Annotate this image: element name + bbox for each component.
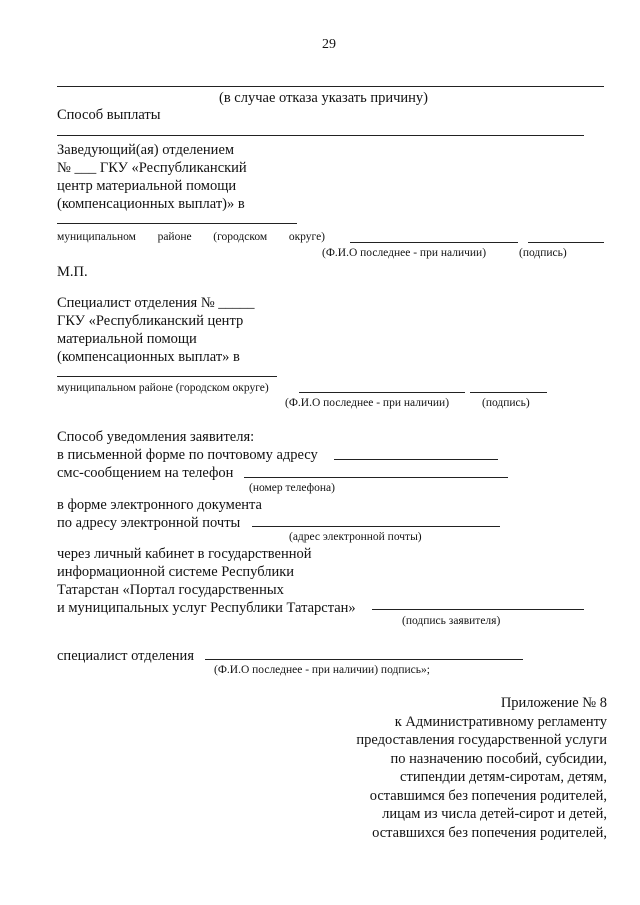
head-fio-caption: (Ф.И.О последнее - при наличии) xyxy=(322,247,487,259)
appendix-line-6: оставшимся без попечения родителей, xyxy=(369,787,607,804)
email-caption: (адрес электронной почты) xyxy=(289,531,422,543)
applicant-signature-line[interactable] xyxy=(372,609,584,610)
reason-line[interactable] xyxy=(57,86,604,87)
applicant-signature-caption: (подпись заявителя) xyxy=(402,615,501,627)
notification-title: Способ уведомления заявителя: xyxy=(57,429,255,445)
cabinet-line-1: через личный кабинет в государственной xyxy=(57,546,312,562)
head-district-line[interactable] xyxy=(57,223,297,224)
specialist-line-3: материальной помощи xyxy=(57,331,197,347)
postal-address-line[interactable] xyxy=(334,459,498,460)
specialist-district: муниципальном районе (городском округе) xyxy=(57,382,269,394)
appendix-block xyxy=(356,694,607,842)
appendix-line-7: лицам из числа детей-сирот и детей, xyxy=(382,806,607,822)
stamp-label: М.П. xyxy=(57,264,88,280)
appendix-line-3: предоставления государственной услуги xyxy=(356,732,607,748)
refusal-hint: (в случае отказа указать причину) xyxy=(219,90,428,106)
head-signature-line[interactable] xyxy=(528,242,604,243)
cabinet-line-2: информационной системе Республики xyxy=(57,564,295,580)
cabinet-line-3: Татарстан «Портал государственных xyxy=(57,582,284,598)
specialist-line-2: ГКУ «Республиканский центр xyxy=(57,313,244,329)
head-line-3: центр материальной помощи xyxy=(57,178,237,194)
specialist-fio-caption: (Ф.И.О последнее - при наличии) xyxy=(285,397,450,409)
head-district-row xyxy=(57,230,325,244)
payment-method-line[interactable] xyxy=(57,135,584,136)
notification-electronic-2: по адресу электронной почты xyxy=(57,515,241,531)
specialist-fio-line[interactable] xyxy=(299,392,465,393)
final-specialist-label: специалист отделения xyxy=(57,648,194,664)
phone-caption: (номер телефона) xyxy=(249,482,335,494)
specialist-signature-line[interactable] xyxy=(470,392,547,393)
district-word-4: округе) xyxy=(288,231,325,243)
phone-line[interactable] xyxy=(244,477,508,478)
final-specialist-line[interactable] xyxy=(205,659,523,660)
notification-sms: смс-сообщением на телефон xyxy=(57,465,234,481)
appendix-line-8: оставшихся без попечения родителей, xyxy=(372,824,607,841)
specialist-line-4: (компенсационных выплат» в xyxy=(57,349,240,365)
head-fio-line[interactable] xyxy=(350,242,518,243)
head-line-2: № ___ ГКУ «Республиканский xyxy=(57,160,247,176)
cabinet-line-4: и муниципальных услуг Республики Татарстан» xyxy=(57,600,356,616)
email-line[interactable] xyxy=(252,526,500,527)
appendix-line-4: по назначению пособий, субсидии, xyxy=(390,750,607,767)
head-line-1: Заведующий(ая) отделением xyxy=(57,142,235,158)
specialist-signature-caption: (подпись) xyxy=(482,397,530,409)
appendix-line-5: стипендии детям-сиротам, детям, xyxy=(400,769,607,785)
notification-postal: в письменной форме по почтовому адресу xyxy=(57,447,318,463)
final-specialist-caption: (Ф.И.О последнее - при наличии) подпись»; xyxy=(214,664,430,676)
head-signature-caption: (подпись) xyxy=(519,247,567,259)
payment-method-label: Способ выплаты xyxy=(57,107,161,123)
appendix-line-2: к Административному регламенту xyxy=(394,713,607,730)
district-word-2: районе xyxy=(157,231,192,243)
appendix-line-1: Приложение № 8 xyxy=(500,695,607,711)
specialist-district-line[interactable] xyxy=(57,376,277,377)
page-number: 29 xyxy=(322,37,336,52)
notification-electronic-1: в форме электронного документа xyxy=(57,497,262,513)
district-word-3: (городском xyxy=(213,231,268,243)
specialist-line-1: Специалист отделения № _____ xyxy=(57,295,255,311)
district-word-1: муниципальном xyxy=(57,231,136,243)
head-line-4: (компенсационных выплат)» в xyxy=(57,196,245,212)
